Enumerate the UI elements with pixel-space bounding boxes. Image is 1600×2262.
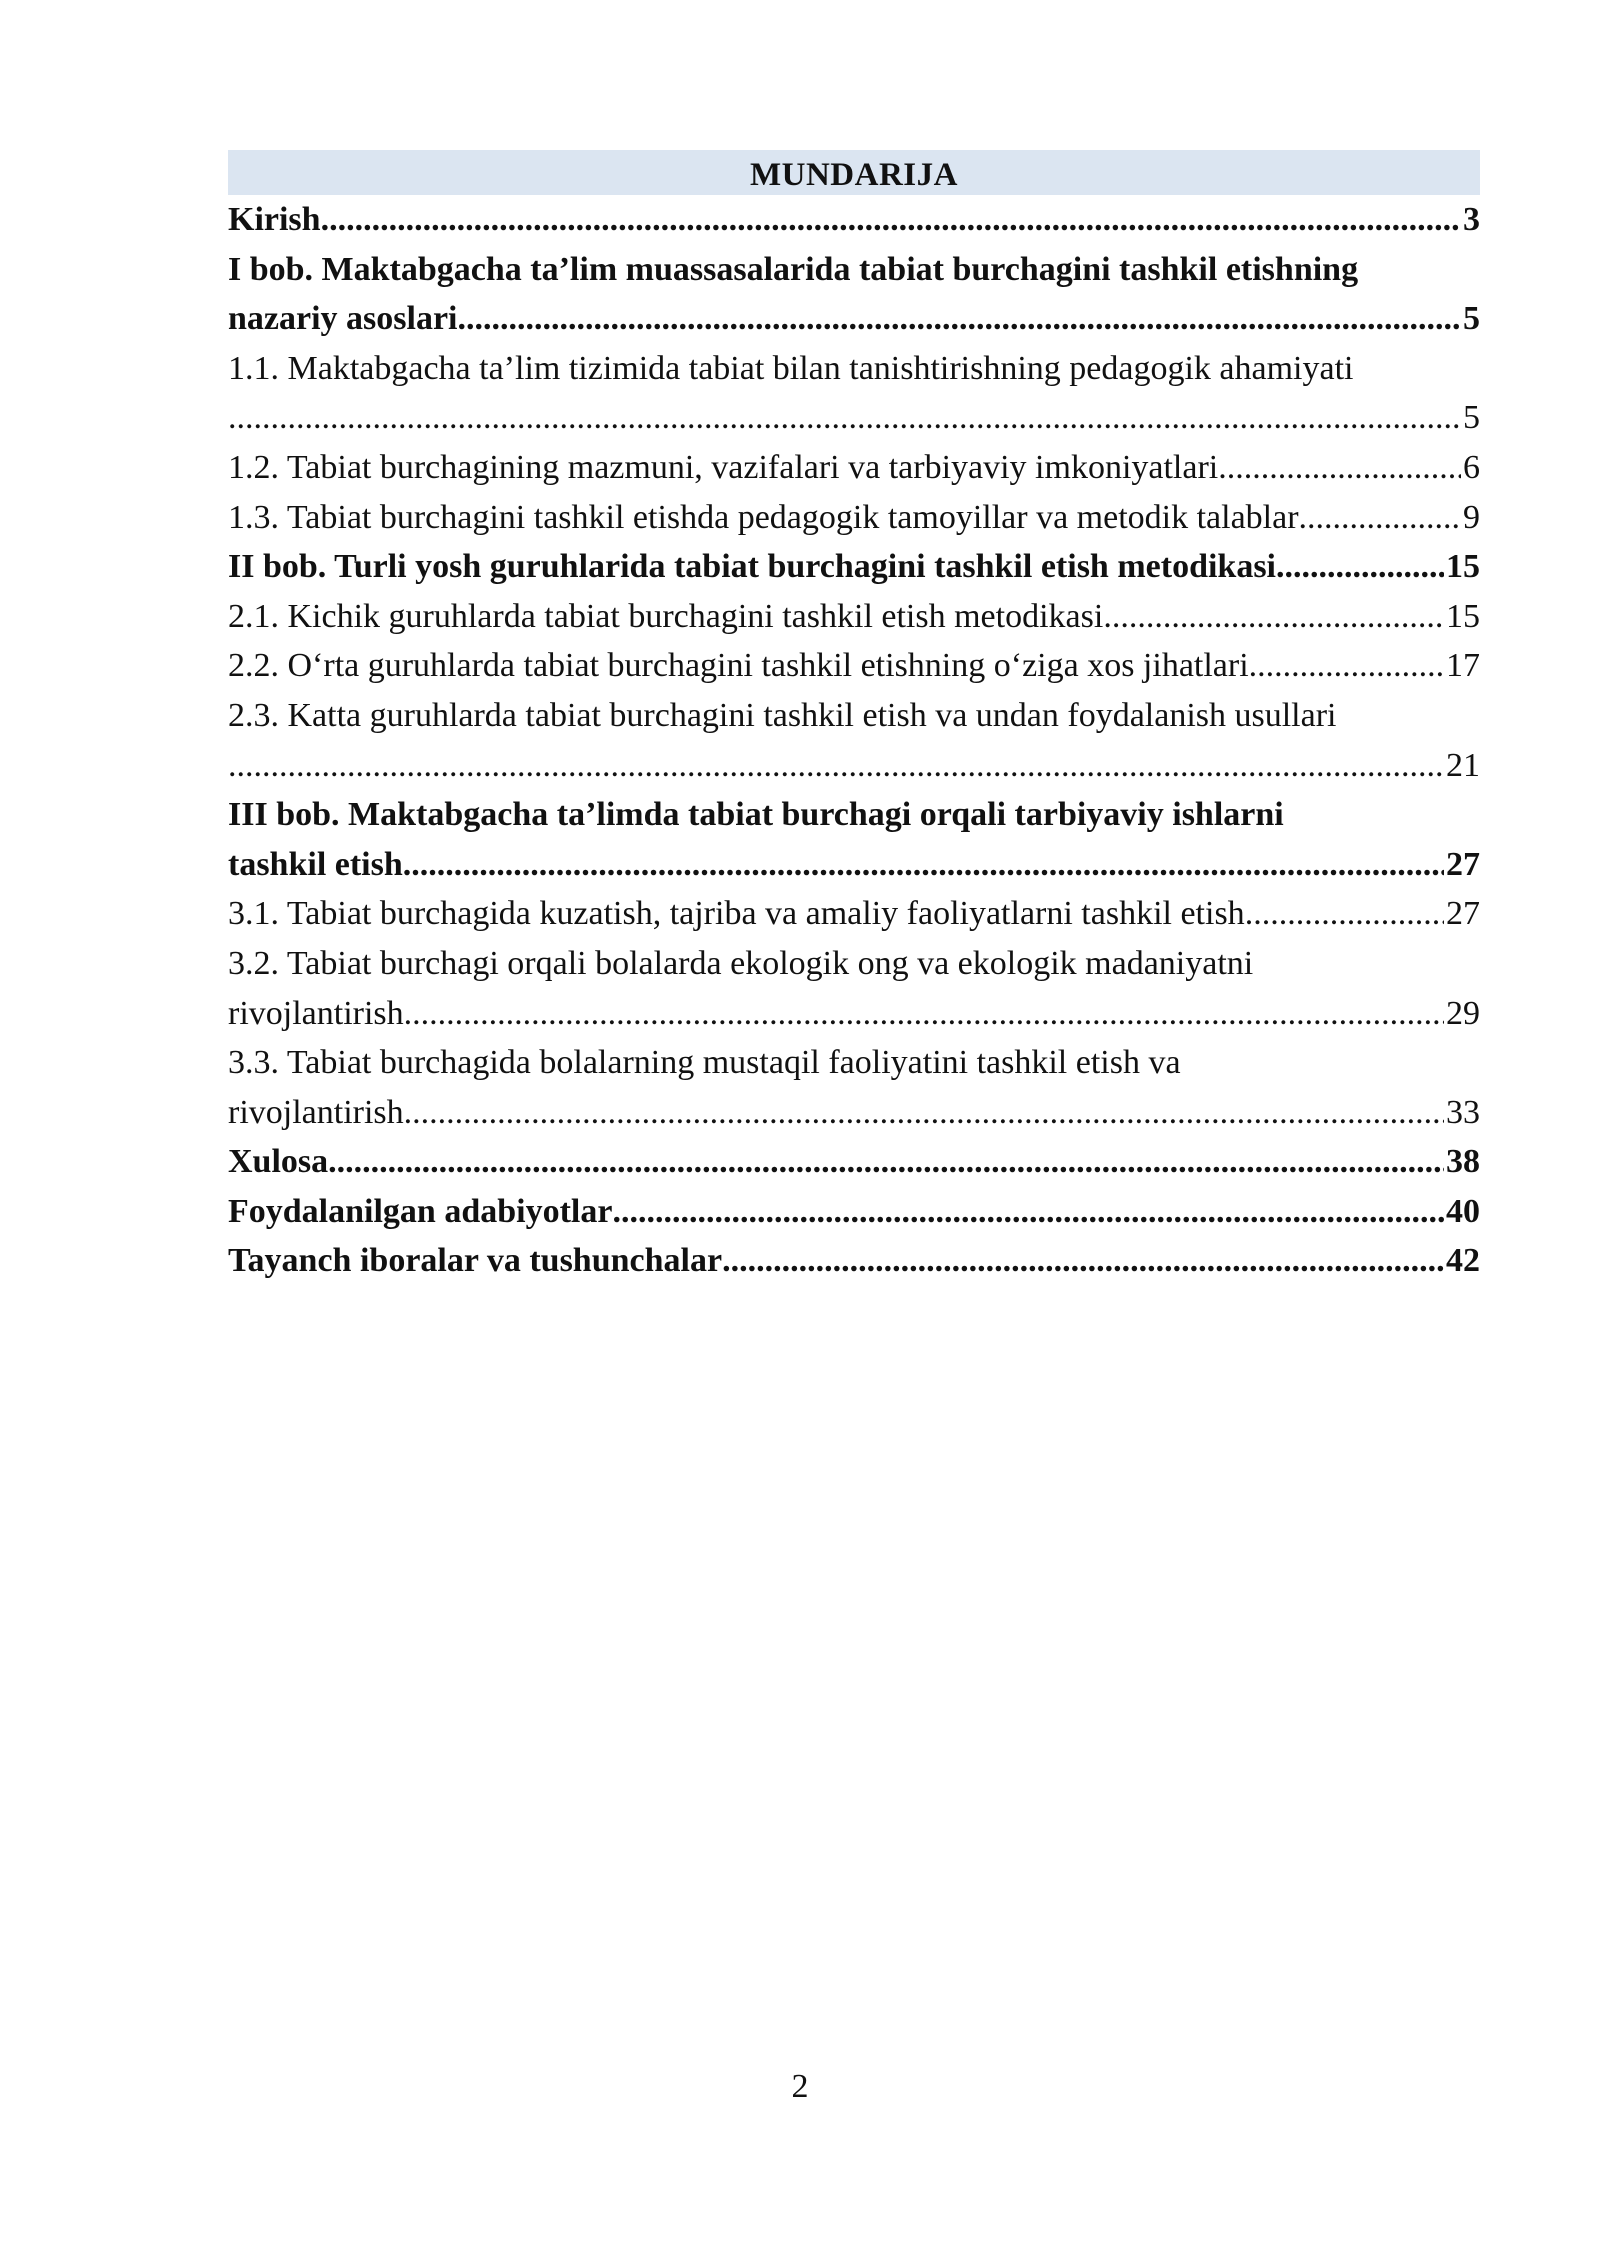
toc-entry-page: 3	[1463, 201, 1480, 238]
toc-entry-line	[228, 939, 1480, 989]
toc-entry-line	[228, 1187, 1480, 1237]
dot-leader	[404, 989, 1444, 1039]
toc-entry[interactable]	[228, 939, 1480, 1038]
toc-entry-page: 29	[1446, 994, 1480, 1032]
dot-leader	[228, 741, 1444, 791]
toc-entry[interactable]	[228, 493, 1480, 543]
toc-entry[interactable]	[228, 790, 1480, 889]
toc-entry[interactable]	[228, 691, 1480, 790]
dot-leader	[403, 840, 1444, 890]
toc-entry-title: 1.3. Tabiat burchagini tashkil etishda pedagogik tamoyillar va metodik talablar	[228, 498, 1299, 536]
toc-entry[interactable]	[228, 592, 1480, 642]
toc-entry-line	[228, 989, 1480, 1039]
toc-entry[interactable]	[228, 889, 1480, 939]
toc-entry[interactable]	[228, 1038, 1480, 1137]
toc-entry-title: III bob. Maktabgacha ta’limda tabiat burchagi orqali tarbiyaviy ishlarni	[228, 796, 1284, 834]
toc-entry-title: rivojlantirish	[228, 1093, 404, 1131]
dot-leader	[328, 1137, 1444, 1187]
toc-entry[interactable]	[228, 344, 1480, 443]
toc-entry-title: rivojlantirish	[228, 994, 404, 1032]
dot-leader	[612, 1187, 1444, 1237]
toc-entry-page: 27	[1446, 895, 1480, 933]
toc-entry-page: 15	[1446, 597, 1480, 635]
toc-entry-line	[228, 195, 1480, 245]
toc-entry[interactable]	[228, 443, 1480, 493]
toc-entry-line	[228, 840, 1480, 890]
toc-entry[interactable]	[228, 1187, 1480, 1237]
toc-entry-line	[228, 889, 1480, 939]
toc-entry-line	[228, 790, 1480, 840]
toc-entry-line	[228, 245, 1480, 295]
toc-entry-title: Foydalanilgan adabiyotlar	[228, 1192, 613, 1230]
toc-entry-title: 3.1. Tabiat burchagida kuzatish, tajriba va amaliy faoliyatlarni tashkil etish	[228, 895, 1245, 933]
dot-leader	[1299, 493, 1461, 543]
toc-entry-page: 9	[1463, 498, 1480, 536]
dot-leader	[228, 393, 1461, 443]
dot-leader	[1218, 443, 1461, 493]
toc-entry-page: 21	[1446, 746, 1480, 784]
toc-entry-line	[228, 691, 1480, 741]
toc-heading: MUNDARIJA	[228, 150, 1480, 195]
toc-entry-line	[228, 1137, 1480, 1187]
toc-entry-line	[228, 493, 1480, 543]
toc-entry[interactable]	[228, 195, 1480, 245]
toc-entry-line	[228, 1088, 1480, 1138]
dot-leader	[722, 1236, 1444, 1286]
toc-entry[interactable]	[228, 1137, 1480, 1187]
toc-entry-title: 2.1. Kichik guruhlarda tabiat burchagini tashkil etish metodikasi	[228, 597, 1104, 635]
toc-entry-line	[228, 393, 1480, 443]
toc-entry-line	[228, 443, 1480, 493]
toc-entry-title: I bob. Maktabgacha ta’lim muassasalarida tabiat burchagini tashkil etishning	[228, 250, 1359, 288]
toc-entry-title: 1.1. Maktabgacha ta’lim tizimida tabiat bilan tanishtirishning pedagogik ahamiyati	[228, 349, 1354, 387]
toc-entry-title: 2.2. O‘rta guruhlarda tabiat burchagini tashkil etishning o‘ziga xos jihatlari	[228, 647, 1249, 685]
toc-entry-page: 5	[1463, 399, 1480, 437]
dot-leader	[321, 195, 1461, 245]
toc-entry[interactable]	[228, 1236, 1480, 1286]
toc-entry-page: 6	[1463, 448, 1480, 486]
toc-entry-title: Tayanch iboralar va tushunchalar	[228, 1242, 723, 1280]
toc-entry-page: 17	[1446, 647, 1480, 685]
dot-leader	[1245, 889, 1444, 939]
toc-entry[interactable]	[228, 641, 1480, 691]
table-of-contents	[228, 150, 1480, 1286]
toc-entry-title: Xulosa	[228, 1143, 329, 1181]
dot-leader	[457, 294, 1461, 344]
page-number: 2	[791, 2068, 809, 2105]
toc-entry-title: Kirish	[228, 201, 321, 238]
toc-entry[interactable]	[228, 542, 1480, 592]
toc-entry-title: tashkil etish	[228, 845, 403, 883]
toc-entry-line	[228, 294, 1480, 344]
toc-entry-title: II bob. Turli yosh guruhlarida tabiat burchagini tashkil etish metodikasi	[228, 548, 1277, 586]
dot-leader	[1103, 592, 1444, 642]
toc-entry-page: 5	[1463, 300, 1480, 338]
toc-entry-title: 3.2. Tabiat burchagi orqali bolalarda ekologik ong va ekologik madaniyatni	[228, 944, 1254, 982]
toc-entry-title: 3.3. Tabiat burchagida bolalarning mustaqil faoliyatini tashkil etish va	[228, 1044, 1181, 1082]
toc-entry-page: 33	[1446, 1093, 1480, 1131]
toc-entry-page: 27	[1446, 845, 1480, 883]
toc-entry-page: 42	[1446, 1242, 1480, 1280]
dot-leader	[404, 1088, 1444, 1138]
toc-entry-line	[228, 592, 1480, 642]
dot-leader	[1249, 641, 1444, 691]
toc-entry-line	[228, 1236, 1480, 1286]
toc-entry-line	[228, 542, 1480, 592]
toc-entry-page: 38	[1446, 1143, 1480, 1181]
dot-leader	[1276, 542, 1444, 592]
toc-entry-page: 15	[1446, 548, 1480, 586]
toc-entry-title: 1.2. Tabiat burchagining mazmuni, vazifalari va tarbiyaviy imkoniyatlari	[228, 448, 1219, 486]
toc-entry[interactable]	[228, 245, 1480, 344]
toc-entry-page: 40	[1446, 1192, 1480, 1230]
toc-entry-line	[228, 641, 1480, 691]
toc-entry-list	[228, 195, 1480, 1286]
toc-entry-line	[228, 344, 1480, 394]
toc-entry-line	[228, 741, 1480, 791]
toc-entry-title: nazariy asoslari	[228, 300, 458, 338]
toc-entry-line	[228, 1038, 1480, 1088]
toc-entry-title: 2.3. Katta guruhlarda tabiat burchagini tashkil etish va undan foydalanish usullari	[228, 696, 1337, 734]
